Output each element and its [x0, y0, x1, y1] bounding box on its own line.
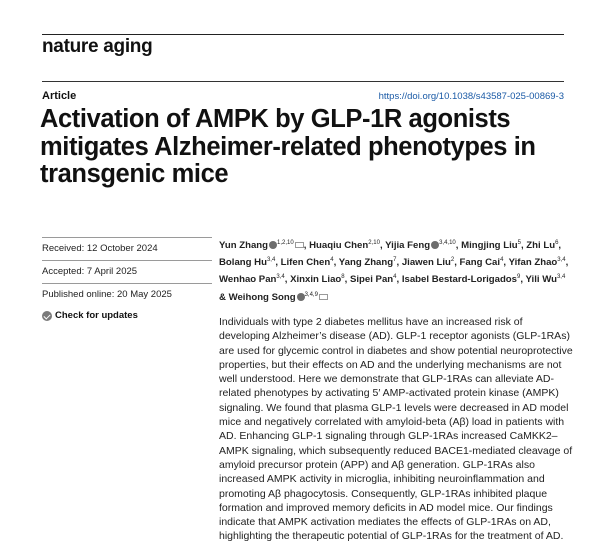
- author-name[interactable]: Bolang Hu$^{3,4}$: [219, 257, 276, 269]
- affiliation-sup: 4: [393, 274, 397, 281]
- email-icon[interactable]: [295, 242, 304, 248]
- author-name[interactable]: Lifen Chen$^4$: [280, 257, 334, 269]
- check-for-updates-button[interactable]: [42, 306, 212, 321]
- author-name[interactable]: Jiawen Liu$^2$: [401, 257, 455, 269]
- affiliation-sup: 3,4: [557, 257, 566, 264]
- author-name[interactable]: Mingjing Liu$^5$: [461, 240, 521, 251]
- affiliation-sup: 8: [341, 274, 345, 281]
- author-name[interactable]: Yifan Zhao$^{3,4}$: [508, 257, 566, 269]
- affiliation-sup: 3,4: [266, 257, 276, 264]
- author-name[interactable]: Zhi Lu$^6$: [526, 240, 559, 251]
- abstract: Individuals with type 2 diabetes mellitus have an increased risk of developing Alzheimer’s disease (AD). GLP-1 receptor agonists (GLP-1RAs) are used for glycemic control in diabetes and show potential neuroprotective properties, but their effects on AD and the underlying mechanisms are not well understood. Here we demonstrate that GLP-1RAs can alleviate AD-related phenotypes by activating 5′ AMP-activated protein kinase (AMPK) signaling. We found that plasma GLP-1 levels were decreased in AD model mice and negatively correlated with amyloid-beta (Aβ) load in patients with AD. Enhancing GLP-1 signaling through GLP-1RAs increased CaMKK2–AMPK signaling, which subsequently reduced BACE1-mediated cleavage of amyloid precursor protein (APP) and Aβ generation. GLP-1RAs also increased AMPK activity in microglia, inhibiting neuroinflammation and promoting Aβ phagocytosis. Consequently, GLP-1RAs inhibited plaque formation and improved memory deficits in AD model mice. Our findings indicate that AMPK activation mediates the effects of GLP-1RAs on AD, highlighting the therapeutic potential of GLP-1RAs for the treatment of AD.: [219, 316, 573, 543]
- orcid-icon[interactable]: [269, 241, 277, 249]
- title-line: mitigates Alzheimer-related phenotypes in: [40, 132, 536, 161]
- orcid-icon[interactable]: [431, 241, 439, 249]
- author-name[interactable]: Sipei Pan$^4$: [349, 274, 397, 286]
- author-name[interactable]: Wenhao Pan$^{3,4}$: [219, 274, 285, 286]
- author-name[interactable]: Yijia Feng $^{3,4,10}$: [385, 240, 456, 251]
- author-name[interactable]: Fang Cai$^4$: [459, 257, 504, 269]
- title-line: Activation of AMPK by GLP-1R agonists: [40, 105, 511, 133]
- author-name[interactable]: Yili Wu$^{3,4}$: [525, 274, 566, 286]
- check-updates-icon: [42, 311, 52, 321]
- header-rule: [42, 34, 564, 35]
- affiliation-sup: 5: [517, 240, 521, 246]
- accepted-date: Accepted: 7 April 2025: [42, 260, 212, 283]
- email-icon[interactable]: [319, 294, 328, 300]
- doi-link[interactable]: https://doi.org/10.1038/s43587-025-00869-3: [378, 91, 564, 102]
- affiliation-sup: 4: [330, 257, 334, 264]
- author-name[interactable]: Xinxin Liao$^8$: [290, 274, 345, 286]
- dates-panel: [42, 237, 212, 321]
- affiliation-sup: 3,4: [276, 274, 285, 281]
- article-title: [40, 106, 570, 189]
- title-line: transgenic mice: [40, 160, 229, 188]
- check-updates-label: Check for updates: [55, 310, 138, 321]
- author-list: Yun Zhang $^{1,2,10}$ , Huaqiu Chen$^{2,10}$, Yijia Feng $^{3,4,10}$, Mingjing Liu$^5$, Zhi Lu$^6$, Bolang Hu$^{3,4}$, Lifen Chen$^4$, Yang Zhang$^7$, Jiawen Liu$^2$, Fang Cai$^4$, Yifan Zhao$^{3,4}$, Wenhao Pan$^{3,4}$, Xinxin Liao$^8$, Sipei Pan$^4$, Isabel Bestard-Lorigados$^9$, Yili Wu$^{3,4}$ & Weihong Song $^{3,4,9}$: [219, 240, 569, 303]
- received-date: Received: 12 October 2024: [42, 237, 212, 260]
- affiliation-sup: 3,4: [556, 274, 566, 281]
- affiliation-sup: 2,10: [368, 240, 380, 246]
- author-name[interactable]: Yun Zhang $^{1,2,10}$: [219, 240, 304, 251]
- affiliation-sup: 3,4,9: [304, 291, 318, 298]
- author-name[interactable]: Weihong Song $^{3,4,9}$: [229, 292, 328, 303]
- author-name[interactable]: Huaqiu Chen$^{2,10}$: [309, 240, 380, 251]
- article-type: Article: [42, 90, 77, 102]
- author-name[interactable]: Yang Zhang$^7$: [338, 257, 397, 269]
- affiliation-sup: 6: [555, 240, 559, 246]
- affiliation-sup: 4: [500, 257, 504, 264]
- affiliation-sup: 2: [450, 257, 455, 264]
- affiliation-sup: 1,2,10: [277, 240, 294, 246]
- affiliation-sup: 3,4,10: [439, 240, 456, 246]
- published-date: Published online: 20 May 2025: [42, 283, 212, 306]
- section-rule: [42, 81, 564, 82]
- affiliation-sup: 7: [393, 257, 397, 264]
- orcid-icon[interactable]: [297, 293, 305, 301]
- author-name[interactable]: Isabel Bestard-Lorigados$^9$: [401, 274, 521, 286]
- affiliation-sup: 9: [517, 274, 521, 281]
- journal-name[interactable]: nature aging: [42, 36, 153, 57]
